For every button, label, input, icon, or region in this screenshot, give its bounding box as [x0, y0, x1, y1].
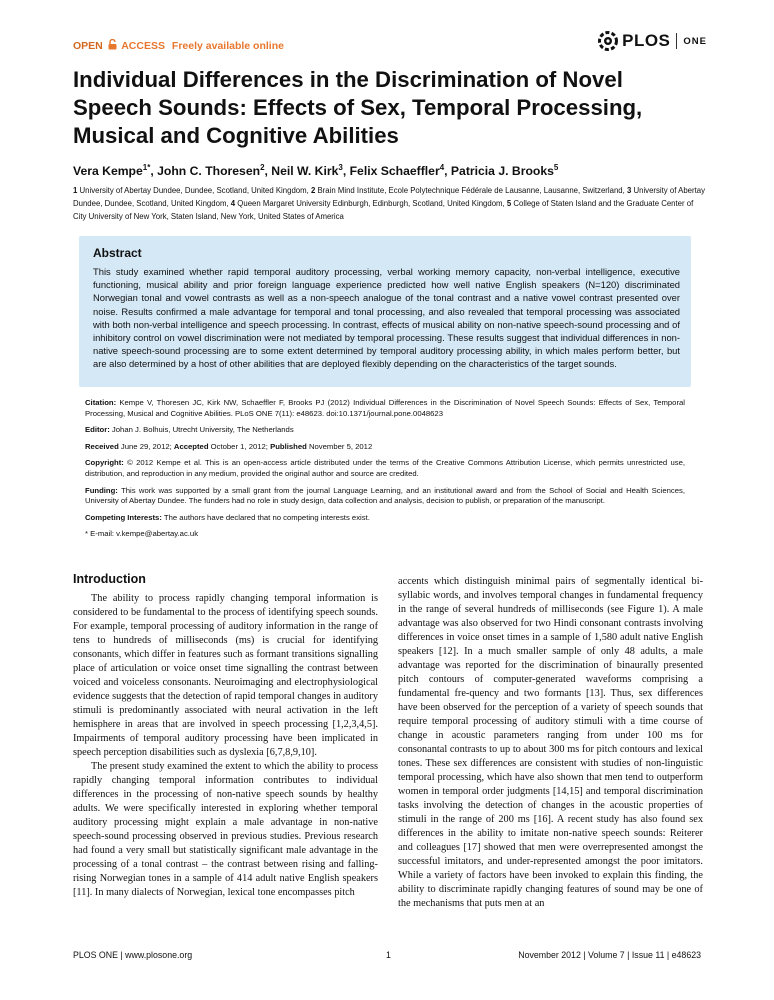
abstract-heading: Abstract: [93, 246, 142, 260]
one-brand: ONE: [683, 35, 707, 47]
footer-issue: November 2012 | Volume 7 | Issue 11 | e48623: [518, 950, 701, 960]
editor: Editor: Johan J. Bolhuis, Utrecht University, The Netherlands: [85, 425, 294, 435]
author[interactable]: Patricia J. Brooks$^5$: [450, 163, 559, 179]
competing-interests: Competing Interests: The authors have declared that no competing interests exist.: [85, 512, 370, 522]
open-access-label: [73, 39, 284, 52]
paragraph: accents which distinguish minimal pairs of segmentally identical bi-syllabic words, and involves temporal changes in fundamental frequency in the range of several hundreds of milliseconds (see Figure 1). A male advantage was also observed for two Hindi consonant contrasts involving differences in voice onset times in a sample of 1,580 adult native English speakers [12]. In a much smaller sample of only 48 adults, a male advantage was reported for the discrimination of binaurally presented pitch contours of computer-generated waveforms comprising a fundamental fre-quency and two formants [13]. Thus, sex differences have been observed for the perception of a variety of speech sounds that require temporal processing of auditory stimuli with a time course of change in acoustic parameters ranging from under 100 ms for consonantal contrasts to up to about 300 ms for pitch contours and lexical tones. These sex differences are consistent with studies of non-linguistic temporal processing, which have also shown that men tend to outperform women in temporal order judgments [14,15] and temporal discrimination tasks involving the detection of changes in the acoustic properties of stimuli in the range of 200 ms [16]. A recent study has also found sex differences in the ability to imitate non-native speech sounds: Reiterer and colleagues [17] showed that men were overrepresented amongst the successful imitators, and under-represented amongst the poor imitators. While a variety of factors have been invoked to explain this finding, the ability to discriminate rapidly changing features of sound may be one of the mechanisms that puts men at an: [398, 576, 703, 909]
affiliations: 1 University of Abertay Dundee, Dundee, Scotland, United Kingdom, 2 Brain Mind Institute, Ecole Polytechnique Fédérale de Lausanne, Lausanne, Switzerland, 3 University of Abertay Dundee, Dundee, Scotland, United Kingdom, 4 Queen Margaret University Edinburgh, Edinburgh, Scotland, United Kingdom, 5 College of Staten Island and the Graduate Center of City University of New York, Staten Island, New York, United States of America: [73, 186, 705, 222]
open-text: OPEN: [73, 40, 103, 52]
abstract-box: [79, 236, 691, 387]
footer-journal[interactable]: PLOS ONE | www.plosone.org: [73, 950, 193, 960]
paragraph: The ability to process rapidly changing temporal information is considered to be fundamental to the process of identifying speech sounds. For example, temporal processing of auditory information in the range of tens to hundreds of milliseconds (ms) is crucial for identifying consonants, which differ in features such as formant transitions signalling place of articulation or voice onset time signalling the contrast between voiced and voiceless consonants. Neuroimaging and electrophysiological evidence suggests that the detection of rapid temporal changes in auditory stimuli is predominantly associated with neural activation in the left hemisphere in areas that are involved in speech processing [1,2,3,4,5]. Impairments of temporal auditory processing have been implicated in speech perception disabilities such as dyslexia [6,7,8,9,10].: [73, 593, 378, 758]
dates: Received June 29, 2012; Accepted October 1, 2012; Published November 5, 2012: [85, 441, 373, 451]
logo-separator: [676, 33, 677, 49]
plos-one-logo: [597, 30, 707, 52]
author-list: Vera Kempe$^{1*}$, John C. Thoresen$^2$, Neil W. Kirk$^3$, Felix Schaeffler$^4$, Patricia J. Brooks$^5$: [73, 163, 559, 179]
paragraph: The present study examined the extent to which the ability to process rapidly changing temporal information contributes to individual differences in the processing of non-native speech sounds by healthy adults. We were specifically interested in exploring whether temporal auditory processing might explain a male advantage in non-native speech-sound processing observed in previous studies. Previous research had found a very small but statistically significant male advantage in the processing of a tonal contrast – the contrast between rising and falling-rising Norwegian tones in a sample of 414 adult native English speakers [11]. In many dialects of Norwegian, lexical tone encompasses pitch: [73, 761, 378, 898]
open-lock-icon: [108, 39, 117, 50]
copyright: Copyright: © 2012 Kempe et al. This is an open-access article distributed under the terms of the Creative Commons Attribution License, which permits unrestricted use, distribution, and reproduction in any medium, provided the original author and source are credited.: [85, 458, 685, 478]
page-number: 1: [386, 950, 391, 960]
author[interactable]: John C. Thoresen$^2$: [157, 163, 265, 179]
abstract-text: This study examined whether rapid temporal auditory processing, verbal working memory capacity, non-verbal intelligence, executive functioning, musical ability and prior foreign language experience predicted how well native English speakers (N=120) discriminated Norwegian tonal and vowel contrasts as well as a non-speech analogue of the tonal contrast and a native vowel contrast presented over noise. Results confirmed a male advantage for temporal and tonal processing, and also revealed that temporal processing was associated with both non-verbal intelligence and speech processing. In contrast, effects of musical ability on non-native speech-sound processing and of inhibitory control on vowel discrimination were not mediated by temporal processing. These results suggest that individual differences in non-native speech-sound processing are to some extent determined by temporal auditory processing ability, in which males perform better, but are also determined by a host of other abilities that are deployed flexibly depending on the characteristics of the target sounds.: [93, 266, 680, 370]
plos-logo-icon: [597, 30, 619, 52]
author[interactable]: Neil W. Kirk$^3$: [271, 163, 343, 179]
journal-header: [73, 31, 707, 57]
citation: Citation: Kempe V, Thoresen JC, Kirk NW, Schaeffler F, Brooks PJ (2012) Individual Differences in the Discrimination of Novel Speech Sounds: Effects of Sex, Temporal Processing, Musical and Cognitive Abilities. PLoS ONE 7(11): e48623. doi:10.1371/journal.pone.0048623: [85, 398, 685, 418]
author[interactable]: Felix Schaeffler$^4$: [349, 163, 445, 179]
introduction-heading: Introduction: [73, 572, 146, 586]
body-column-left: [73, 572, 378, 900]
article-title: Individual Differences in the Discrimination of Novel Speech Sounds: Effects of Sex, Temporal Processing, Musical and Cognitive Abilities: [73, 67, 643, 148]
body-column-right: [398, 575, 703, 911]
access-text: ACCESS: [121, 40, 165, 52]
plos-brand: PLOS: [622, 31, 671, 50]
freely-available-text: Freely available online: [171, 40, 284, 52]
funding: Funding: This work was supported by a small grant from the journal Language Learning, and an institutional award and from the School of Social and Health Sciences, University of Abertay Dundee. The funders had no role in study design, data collection and analysis, decision to publish, or preparation of the manuscript.: [85, 485, 685, 506]
article-metadata: [85, 398, 685, 540]
author[interactable]: Vera Kempe$^{1*}$: [73, 163, 151, 179]
email-link[interactable]: * E-mail: v.kempe@abertay.ac.uk: [85, 529, 199, 539]
